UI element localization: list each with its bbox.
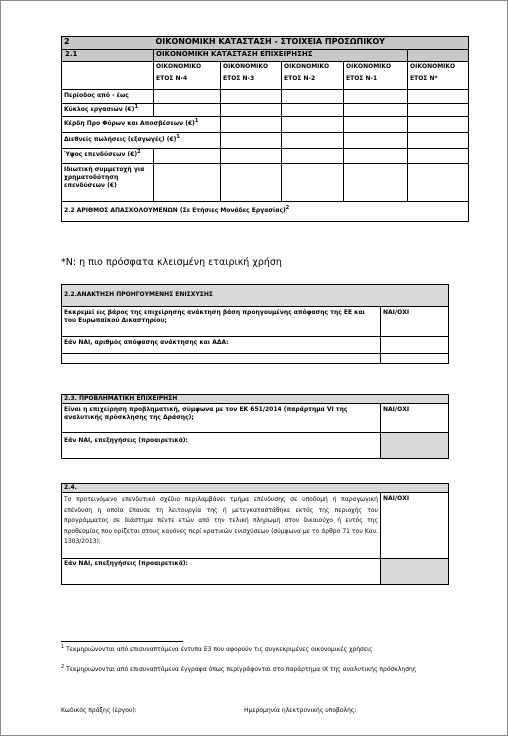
- subsection-number: 2.1: [62, 50, 154, 62]
- cell[interactable]: [221, 117, 282, 133]
- cell[interactable]: [344, 149, 408, 164]
- cell[interactable]: [154, 149, 221, 164]
- recovery-question: Εκκρεμεί εις βάρος της επιχείρησης ανάκτηση βάση προηγουμένης απόφασης της ΕΕ και του Ευρωπαϊκού Δικαστηρίου;: [62, 307, 381, 337]
- recovery-blank[interactable]: [381, 354, 449, 364]
- section-number: 2: [62, 37, 154, 50]
- recovery-followup-answer[interactable]: [381, 337, 449, 354]
- cell[interactable]: [221, 133, 282, 149]
- cell[interactable]: [154, 90, 221, 104]
- recovery-followup: Εάν ΝΑΙ, αριθμός απόφασης ανάκτησης και ΑΔΑ:: [62, 337, 381, 354]
- footnote-1: $^1$ Τεκμηριώνονται από επισυναπτόμενα έντυπα Ε3 που αφορούν τις συγκεκριμένες οικονομικές χρήσεις: [61, 644, 373, 653]
- row-label-exports: Διεθνείς πωλήσεις (εξαγωγές) (€)$^1$: [62, 133, 221, 149]
- recovery-title: 2.2.ΑΝΑΚΤΗΣΗ ΠΡΟΗΓΟΥΜΕΝΗΣ ΕΝΙΣΧΥΣΗΣ: [62, 285, 449, 307]
- problematic-answer[interactable]: ΝΑΙ/ΟΧΙ: [381, 404, 449, 433]
- footnote-2: $^2$ Τεκμηριώνονται από επισυναπτόμενα έγγραφα όπως περιγράφονται στο παράρτημα ΙΧ της αναλυτικής πρόσκλησης: [61, 664, 417, 673]
- problematic-question: Είναι η επιχείρηση προβληματική, σύμφωνα με τον ΕΚ 651/2014 (παράρτημα VI της αναλυτικής πρόσκλησης της Δράσης);: [62, 404, 381, 433]
- problematic-followup: Εάν ΝΑΙ, επεξηγήσεις (προαιρετικά):: [62, 433, 381, 459]
- col-header-n2: ΟΙΚΟΝΟΜΙΚΟ ΕΤΟΣ Ν-2: [282, 62, 344, 90]
- cell[interactable]: [282, 117, 344, 133]
- cell[interactable]: [408, 117, 469, 133]
- cell[interactable]: [221, 90, 282, 104]
- submission-date-label: Ημερομηνία ηλεκτρονικής υποβολής:: [244, 707, 357, 714]
- relocation-question: Το προτεινόμενο επενδυτικό σχέδιο περιλαμβάνει τμήμα επένδυσης σε υποδομή ή παραγωγική επένδυση η οποία έπαυσε τη λειτουργία της ή μετεγκαταστάθηκε εκτός της περιοχής του προγράμματος σε διάστημα πέντε ετών από την τελική πληρωμή στον δικαιούχο ή εντός της προθεσμίας που ορίζεται στους κανόνες περί κρατικών ενισχύσεων (σύμφωνα με το άρθρο 71 του Καν. 1303/2013);: [62, 493, 381, 559]
- cell[interactable]: [408, 90, 469, 104]
- footnote-separator: [61, 641, 183, 642]
- problematic-title: 2.3. ΠΡΟΒΛΗΜΑΤΙΚΗ ΕΠΙΧΕΙΡΗΣΗ: [62, 395, 449, 404]
- cell[interactable]: [282, 133, 344, 149]
- row-label-period: Περίοδος από - έως: [62, 90, 154, 104]
- cell[interactable]: [154, 164, 221, 202]
- cell[interactable]: [408, 149, 469, 164]
- relocation-table: [61, 483, 449, 585]
- employees-row: 2.2 ΑΡΙΘΜΟΣ ΑΠΑΣΧΟΛΟΥΜΕΝΩΝ (Σε Ετήσιες Μονάδες Εργασίας)$^2$: [62, 202, 469, 222]
- cell[interactable]: [344, 104, 408, 117]
- cell[interactable]: [408, 133, 469, 149]
- cell[interactable]: [344, 164, 408, 202]
- cell[interactable]: [282, 164, 344, 202]
- cell[interactable]: [408, 164, 469, 202]
- subsection-title-filler: [408, 50, 469, 62]
- cell[interactable]: [344, 133, 408, 149]
- row-label-turnover: Κύκλος εργασιών (€)$^1$: [62, 104, 154, 117]
- project-code-label: Κωδικός πράξης (έργου):: [61, 707, 137, 714]
- col-header-n3: ΟΙΚΟΝΟΜΙΚΟ ΕΤΟΣ Ν-3: [221, 62, 282, 90]
- cell[interactable]: [408, 104, 469, 117]
- cell[interactable]: [221, 164, 282, 202]
- recovery-blank[interactable]: [62, 354, 381, 364]
- header-corner: [62, 62, 154, 90]
- cell[interactable]: [344, 90, 408, 104]
- col-header-n4: ΟΙΚΟΝΟΜΙΚΟ ΕΤΟΣ Ν-4: [154, 62, 221, 90]
- cell[interactable]: [221, 104, 282, 117]
- row-label-profit: Κέρδη Προ Φόρων και Αποσβέσεων (€)$^1$: [62, 117, 221, 133]
- row-label-investment: Ύψος επενδύσεων (€)$^2$: [62, 149, 154, 164]
- recovery-table: [61, 284, 449, 364]
- relocation-answer[interactable]: ΝΑΙ/ΟΧΙ: [381, 493, 449, 559]
- cell[interactable]: [221, 149, 282, 164]
- cell[interactable]: [154, 104, 221, 117]
- subsection-title: ΟΙΚΟΝΟΜΙΚΗ ΚΑΤΑΣΤΑΣΗ ΕΠΙΧΕΙΡΗΣΗΣ: [154, 50, 408, 62]
- col-header-n1: ΟΙΚΟΝΟΜΙΚΟ ΕΤΟΣ Ν-1: [344, 62, 408, 90]
- row-label-own-contribution: Ιδιωτική συμμετοχή για χρηματοδότηση επενδύσεων (€): [62, 164, 154, 202]
- recovery-answer[interactable]: ΝΑΙ/ΟΧΙ: [381, 307, 449, 337]
- relocation-followup: Εάν ΝΑΙ, επεξηγήσεις (προαιρετικά):: [62, 559, 381, 585]
- relocation-title: 2.4.: [62, 484, 449, 493]
- problematic-table: [61, 394, 449, 459]
- relocation-followup-answer[interactable]: [381, 559, 449, 585]
- col-header-n: ΟΙΚΟΝΟΜΙΚΟ ΕΤΟΣ Ν*: [408, 62, 469, 90]
- section-title: ΟΙΚΟΝΟΜΙΚΗ ΚΑΤΑΣΤΑΣΗ - ΣΤΟΙΧΕΙΑ ΠΡΟΣΩΠΙΚΟΥ: [154, 37, 469, 50]
- cell[interactable]: [282, 104, 344, 117]
- fiscal-year-note: *N: η πιο πρόσφατα κλεισμένη εταιρική χρήση: [61, 257, 282, 268]
- cell[interactable]: [282, 90, 344, 104]
- cell[interactable]: [344, 117, 408, 133]
- cell[interactable]: [282, 149, 344, 164]
- financial-status-table: [61, 36, 469, 222]
- problematic-followup-answer[interactable]: [381, 433, 449, 459]
